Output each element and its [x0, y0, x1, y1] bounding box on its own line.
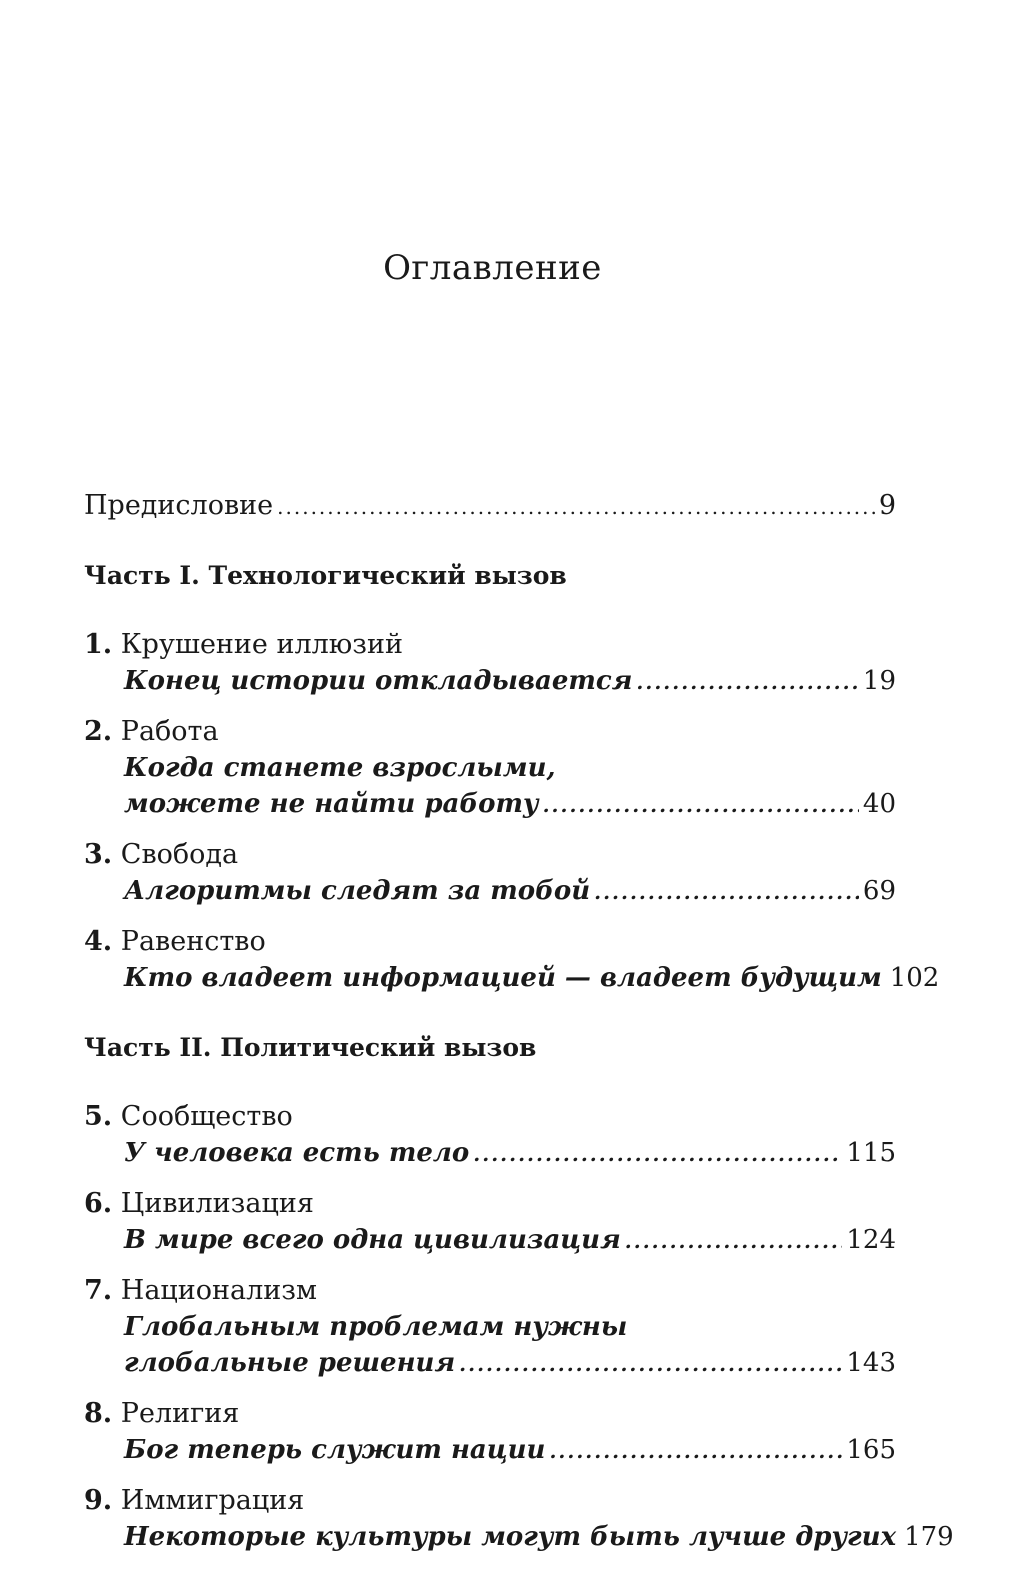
chapter-heading — [84, 627, 896, 663]
chapter-number: 1. — [84, 629, 113, 660]
page-number: 69 — [862, 876, 896, 906]
page-number: 165 — [846, 1435, 896, 1465]
table-of-contents — [84, 488, 954, 1556]
toc-entry-chapter[interactable] — [84, 873, 896, 910]
page-number: 115 — [846, 1138, 896, 1168]
chapter-heading — [84, 1396, 896, 1432]
page-title: Оглавление — [383, 248, 602, 288]
chapter-number: 4. — [84, 926, 113, 957]
chapter-heading — [84, 714, 896, 750]
chapter-subtitle: Алгоритмы следят за тобой — [124, 876, 591, 906]
chapter-subtitle: Некоторые культуры могут быть лучше других — [124, 1522, 897, 1552]
chapter-title: Национализм — [120, 1275, 318, 1306]
chapter-subtitle: У человека есть тело — [124, 1138, 470, 1168]
leader-dots — [459, 1346, 842, 1382]
leader-dots — [594, 874, 859, 910]
chapter-heading — [84, 837, 896, 873]
chapter-title: Религия — [120, 1398, 240, 1429]
chapter-heading — [84, 924, 896, 960]
leader-dots — [543, 787, 859, 823]
chapter-subtitle: глобальные решения — [124, 1348, 456, 1378]
toc-entry-chapter[interactable] — [84, 1345, 896, 1382]
chapter-number: 3. — [84, 839, 113, 870]
part-heading: Часть II. Политический вызов — [84, 1033, 537, 1062]
leader-dots — [625, 1223, 843, 1259]
chapter-heading — [84, 1483, 896, 1519]
chapter-heading — [84, 1186, 896, 1222]
leader-dots — [277, 489, 875, 525]
chapter-subtitle: В мире всего одна цивилизация — [124, 1225, 621, 1255]
chapter-number: 7. — [84, 1275, 113, 1306]
chapter-title: Иммиграция — [120, 1485, 305, 1516]
leader-dots — [549, 1433, 842, 1469]
page-number: 19 — [862, 666, 896, 696]
chapter-title: Крушение иллюзий — [120, 629, 404, 660]
toc-entry-chapter[interactable] — [84, 786, 896, 823]
chapter-number: 8. — [84, 1398, 113, 1429]
chapter-title: Цивилизация — [120, 1188, 314, 1219]
toc-entry-chapter[interactable] — [84, 1432, 896, 1469]
toc-entry-chapter[interactable] — [84, 1222, 896, 1259]
chapter-subtitle: Глобальным проблемам нужны — [124, 1312, 628, 1342]
chapter-number: 9. — [84, 1485, 113, 1516]
page-number: 143 — [846, 1348, 896, 1378]
toc-entry-label: Предисловие — [84, 490, 274, 521]
toc-entry-chapter[interactable] — [84, 960, 940, 997]
chapter-title: Равенство — [120, 926, 266, 957]
leader-dots — [473, 1136, 842, 1172]
chapter-subtitle: Бог теперь служит нации — [124, 1435, 546, 1465]
page-number: 102 — [889, 963, 940, 993]
chapter-number: 2. — [84, 716, 113, 747]
page-number: 9 — [878, 490, 896, 521]
page-number: 124 — [846, 1225, 896, 1255]
page-number: 40 — [862, 789, 896, 819]
chapter-subtitle: Конец истории откладывается — [124, 666, 633, 696]
chapter-subtitle: Кто владеет информацией — владеет будущим — [124, 963, 882, 993]
chapter-number: 5. — [84, 1101, 113, 1132]
toc-entry-chapter[interactable] — [84, 1135, 896, 1172]
page-number: 179 — [904, 1522, 954, 1552]
toc-entry-chapter[interactable] — [84, 1519, 954, 1556]
part-heading: Часть I. Технологический вызов — [84, 561, 567, 590]
chapter-subtitle: Когда станете взрослыми, — [124, 753, 556, 783]
chapter-heading — [84, 1273, 896, 1309]
chapter-title: Свобода — [120, 839, 239, 870]
chapter-heading — [84, 1099, 896, 1135]
chapter-number: 6. — [84, 1188, 113, 1219]
chapter-subtitle: можете не найти работу — [124, 789, 539, 819]
chapter-title: Сообщество — [120, 1101, 293, 1132]
toc-entry-chapter[interactable] — [84, 663, 896, 700]
chapter-title: Работа — [120, 716, 219, 747]
leader-dots — [636, 664, 858, 700]
toc-entry-preface[interactable] — [84, 488, 896, 525]
